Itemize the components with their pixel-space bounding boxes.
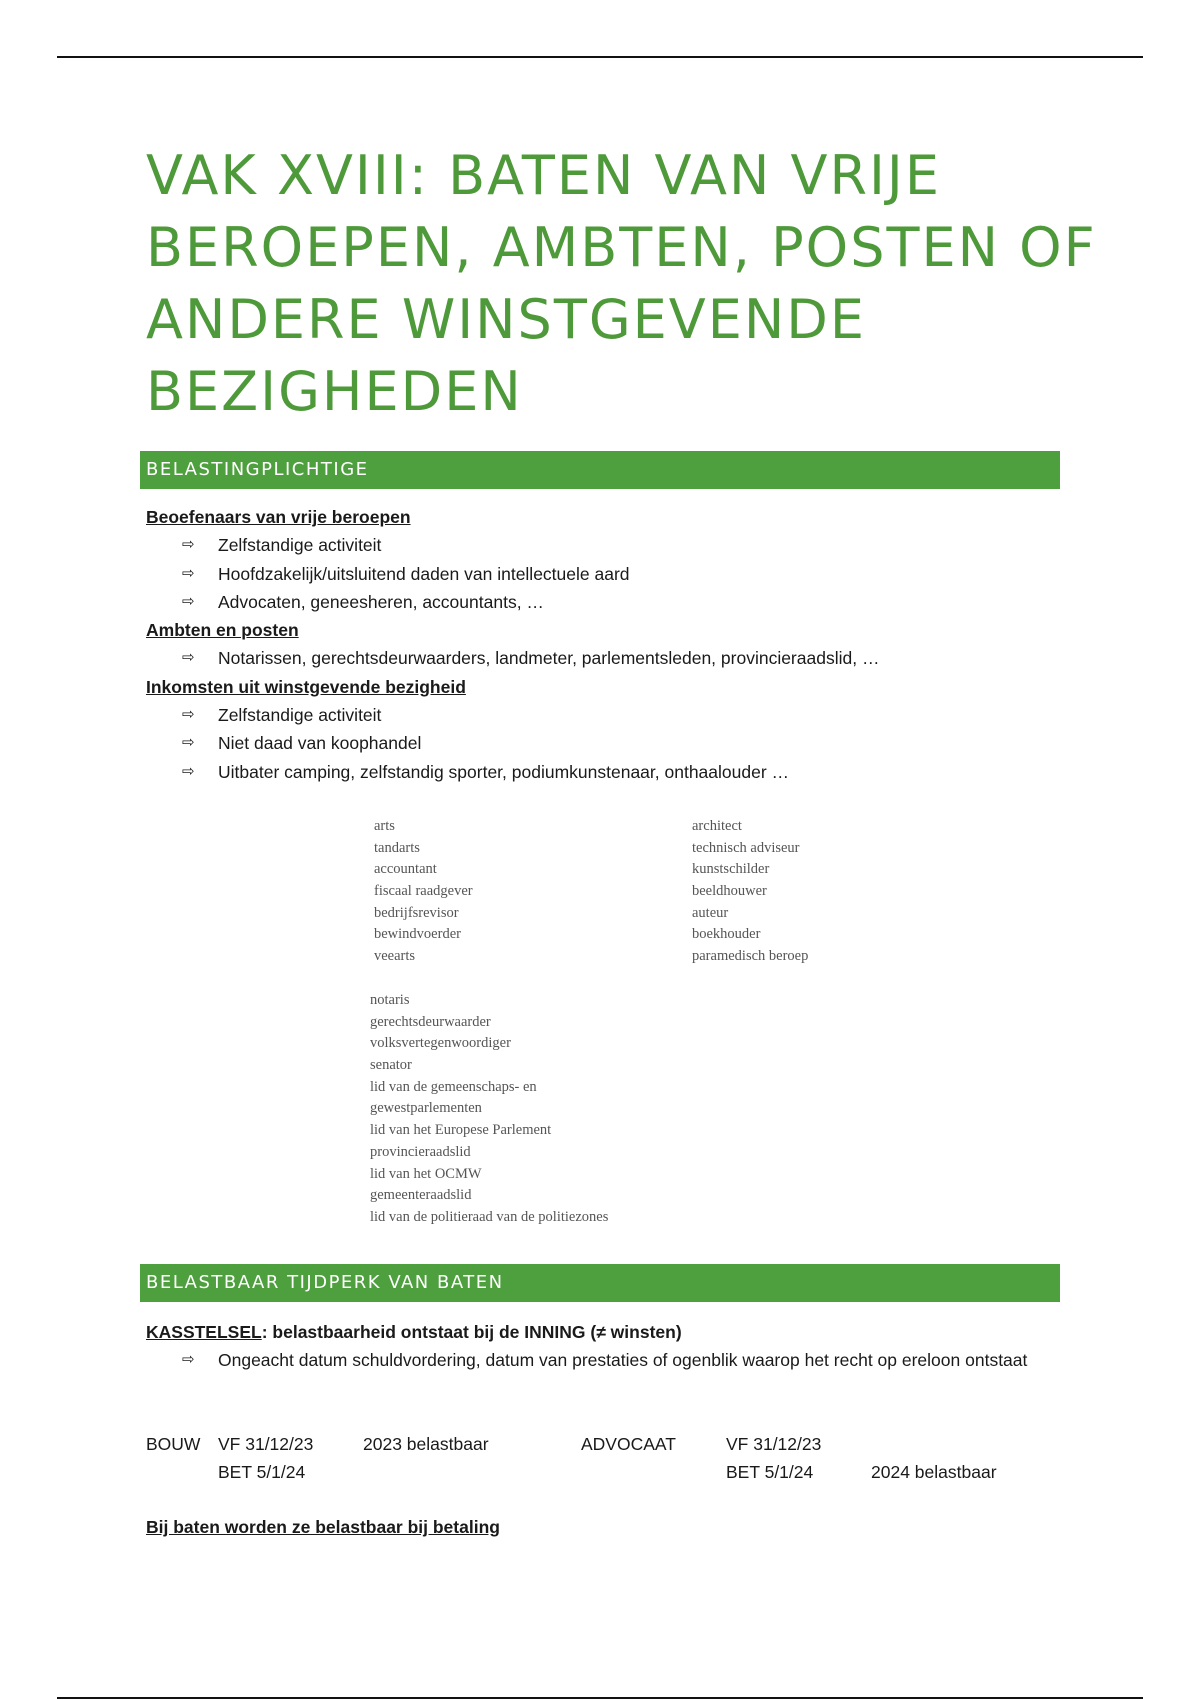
bottom-rule <box>57 1697 1143 1699</box>
list-item: ⇨ Ongeacht datum schuldvordering, datum van prestaties of ogenblik waarop het recht op ereloon ontstaat <box>146 1346 1086 1374</box>
office-item: gerechtsdeurwaarder <box>370 1013 491 1030</box>
list-item: ⇨ Hoofdzakelijk/uitsluitend daden van intellectuele aard <box>146 560 1076 588</box>
profession-item: fiscaal raadgever <box>374 883 473 900</box>
example-right-vf: VF 31/12/23 <box>726 1434 822 1454</box>
profession-item: bedrijfsrevisor <box>374 904 459 921</box>
arrow-icon: ⇨ <box>182 536 195 554</box>
office-item: senator <box>370 1057 412 1074</box>
arrow-icon: ⇨ <box>182 564 195 582</box>
section-heading-belastbaar-tijdperk: BELASTBAAR TIJDPERK VAN BATEN <box>140 1264 1060 1302</box>
arrow-icon: ⇨ <box>182 649 195 667</box>
office-item: lid van het OCMW <box>370 1165 482 1182</box>
office-item: notaris <box>370 992 410 1008</box>
office-item: lid van het Europese Parlement <box>370 1122 552 1139</box>
offices-column <box>370 990 608 1229</box>
example-right-result: 2024 belastbaar <box>871 1462 997 1482</box>
profession-item: accountant <box>374 861 437 878</box>
arrow-icon: ⇨ <box>182 592 195 610</box>
office-item: gewestparlementen <box>370 1100 482 1117</box>
page-title: VAK XVIII: BATEN VAN VRIJE BEROEPEN, AMBTEN, POSTEN OF ANDERE WINSTGEVENDE BEZIGHEDEN <box>146 144 1097 423</box>
profession-item: auteur <box>692 904 729 921</box>
professions-right-column <box>692 816 808 968</box>
list-item: ⇨ Zelfstandige activiteit <box>146 701 1076 729</box>
profession-item: arts <box>374 818 395 834</box>
profession-item: kunstschilder <box>692 861 770 878</box>
profession-item: paramedisch beroep <box>692 948 809 965</box>
conclusion-text: Bij baten worden ze belastbaar bij betaling <box>146 1517 500 1537</box>
example-left-vf: VF 31/12/23 <box>218 1434 314 1454</box>
office-item: lid van de politieraad van de politiezones <box>370 1208 609 1225</box>
section-heading-belastingplichtige: BELASTINGPLICHTIGE <box>140 451 1060 489</box>
profession-item: bewindvoerder <box>374 926 461 943</box>
office-item: lid van de gemeenschaps- en <box>370 1078 537 1095</box>
arrow-icon: ⇨ <box>182 1351 195 1369</box>
example-left-result: 2023 belastbaar <box>363 1434 489 1454</box>
arrow-icon: ⇨ <box>182 706 195 724</box>
list-item: ⇨ Zelfstandige activiteit <box>146 531 1076 559</box>
office-item: volksvertegenwoordiger <box>370 1035 511 1052</box>
profession-item: tandarts <box>374 839 420 856</box>
professions-left-column <box>374 816 473 968</box>
list-item: ⇨ Uitbater camping, zelfstandig sporter, podiumkunstenaar, onthaalouder … <box>146 758 1076 786</box>
example-left-bet: BET 5/1/24 <box>218 1462 306 1482</box>
list-item: ⇨ Advocaten, geneesheren, accountants, … <box>146 588 1076 616</box>
group-title: Beoefenaars van vrije beroepen <box>146 507 411 527</box>
kasstelsel-line <box>146 1318 1086 1346</box>
taxpayer-groups <box>146 503 1076 786</box>
profession-item: technisch adviseur <box>692 839 800 856</box>
profession-item: architect <box>692 818 742 834</box>
profession-item: beeldhouwer <box>692 883 767 900</box>
example-left-label: BOUW <box>146 1434 201 1454</box>
list-item: ⇨ Niet daad van koophandel <box>146 729 1076 757</box>
office-item: provincieraadslid <box>370 1143 471 1160</box>
example-right-bet: BET 5/1/24 <box>726 1462 814 1482</box>
profession-item: boekhouder <box>692 926 761 943</box>
list-item: ⇨ Notarissen, gerechtsdeurwaarders, landmeter, parlementsleden, provincieraadslid, … <box>146 644 1076 672</box>
group-title: Inkomsten uit winstgevende bezigheid <box>146 676 466 697</box>
kasstelsel-block <box>146 1318 1086 1375</box>
profession-item: veearts <box>374 948 416 965</box>
kasstelsel-label: KASSTELSEL <box>146 1322 262 1342</box>
office-item: gemeenteraadslid <box>370 1187 472 1204</box>
group-title: Ambten en posten <box>146 620 299 641</box>
arrow-icon: ⇨ <box>182 734 195 752</box>
kasstelsel-text: : belastbaarheid ontstaat bij de INNING (≠ winsten) <box>261 1322 682 1342</box>
arrow-icon: ⇨ <box>182 762 195 780</box>
top-rule <box>57 56 1143 58</box>
example-right-label: ADVOCAAT <box>581 1434 676 1454</box>
